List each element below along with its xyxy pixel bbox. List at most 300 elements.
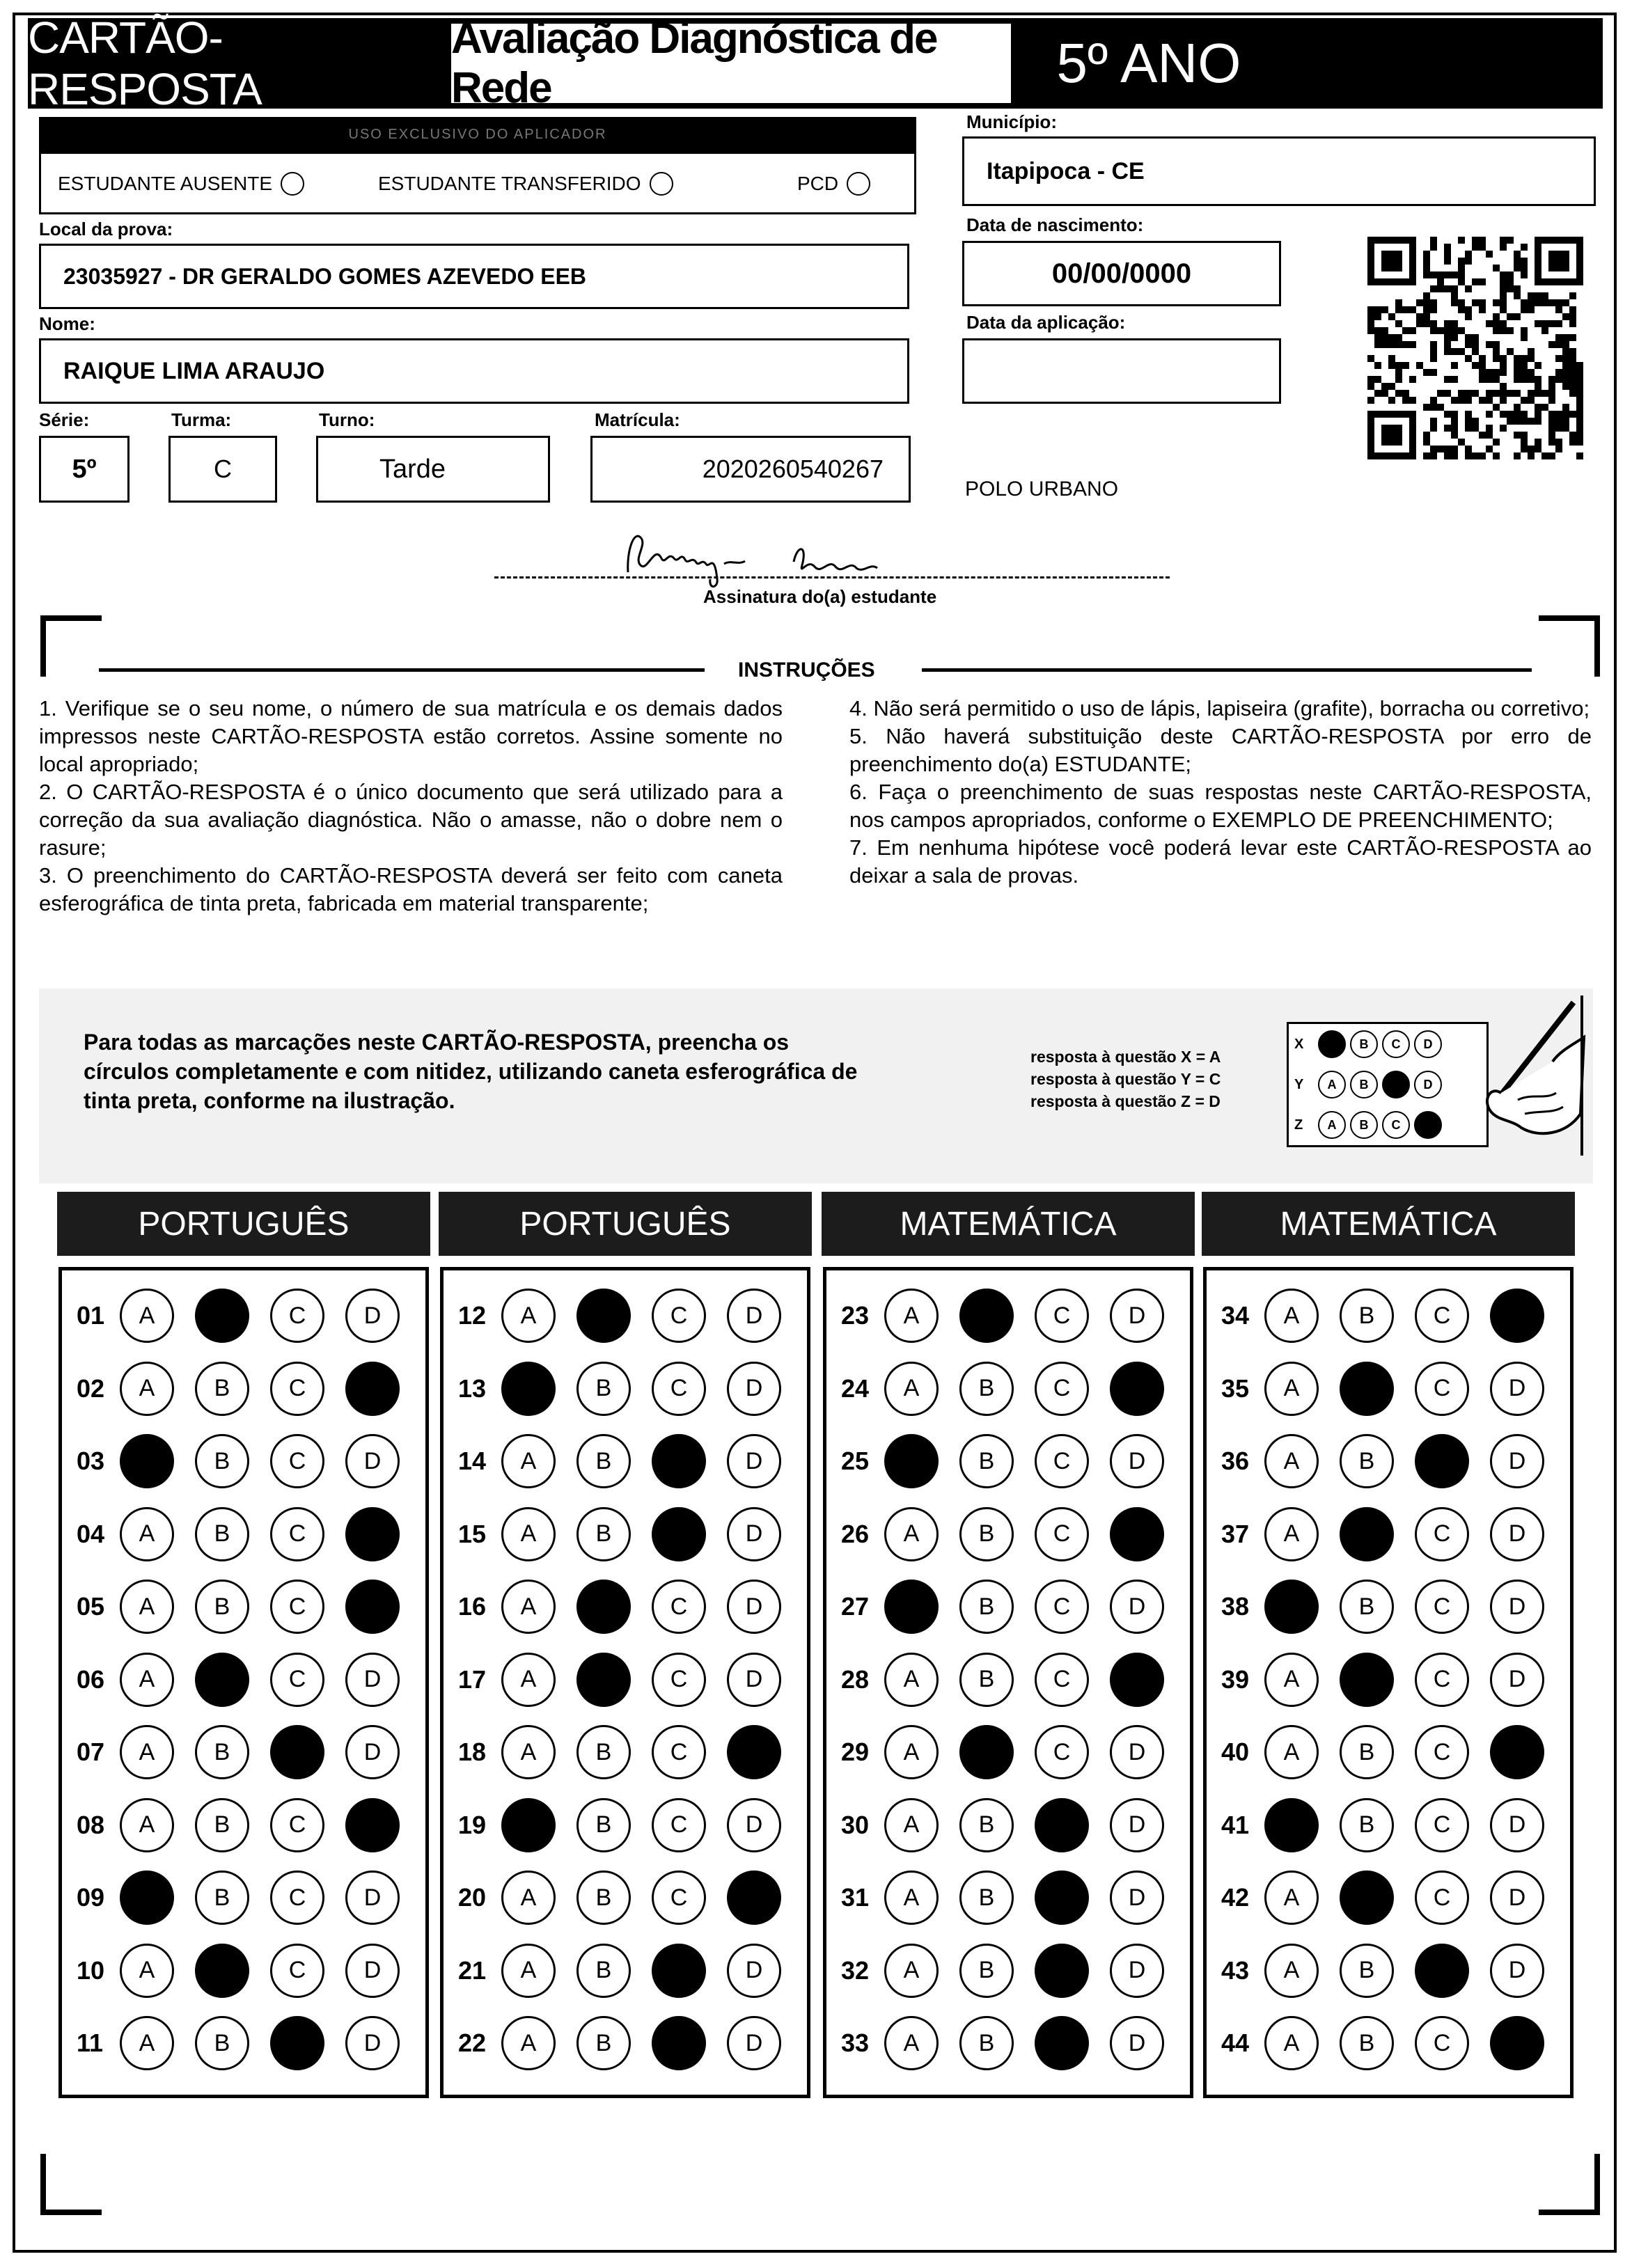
answer-bubble-b[interactable]: B: [1340, 1434, 1394, 1488]
question-row: [458, 1722, 802, 1783]
answer-bubble-b[interactable]: B: [1340, 1289, 1394, 1343]
answer-bubble-d-marked[interactable]: [1110, 1362, 1164, 1416]
name-field: RAIQUE LIMA ARAUJO: [39, 338, 909, 404]
answer-bubble-c[interactable]: C: [270, 1434, 324, 1488]
answer-bubble-c[interactable]: C: [1035, 1725, 1089, 1779]
answer-bubble-c[interactable]: C: [1035, 1653, 1089, 1707]
answer-bubble-d[interactable]: D: [727, 1434, 781, 1488]
question-number: 20: [458, 1883, 487, 1912]
answer-bubble-a[interactable]: A: [884, 1289, 939, 1343]
answer-bubble-d[interactable]: D: [1490, 1798, 1544, 1852]
answer-bubble-d[interactable]: D: [345, 1434, 400, 1488]
instruction-item: 3. O preenchimento do CARTÃO-RESPOSTA deverá ser feito com caneta esferográfica de tinta preta, fabricada em material transparente;: [39, 863, 783, 915]
answer-bubble-c-marked[interactable]: [652, 2016, 706, 2070]
answer-bubble-b-marked[interactable]: [195, 1944, 249, 1998]
question-number: 31: [841, 1883, 870, 1912]
turma-field: C: [168, 436, 277, 503]
question-row: [77, 1358, 421, 1419]
absent-label: ESTUDANTE AUSENTE: [58, 173, 273, 194]
answer-bubble-a[interactable]: A: [120, 1798, 174, 1852]
question-row: [458, 1504, 802, 1565]
answer-bubble-c[interactable]: C: [652, 1289, 706, 1343]
answer-bubble-d[interactable]: D: [1490, 1580, 1544, 1634]
answer-bubble-a[interactable]: A: [1264, 1725, 1319, 1779]
question-number: 40: [1221, 1738, 1250, 1766]
hand-with-pen-icon: [1434, 995, 1587, 1156]
question-number: 08: [77, 1810, 105, 1839]
answer-bubble-c[interactable]: C: [1415, 1653, 1469, 1707]
question-number: 24: [841, 1373, 870, 1403]
answer-bubble-a[interactable]: A: [1264, 1289, 1319, 1343]
question-number: 11: [77, 2029, 104, 2057]
question-number: 15: [458, 1519, 487, 1548]
answer-bubble-b[interactable]: B: [1340, 1580, 1394, 1634]
answer-bubble-c[interactable]: C: [270, 1798, 324, 1852]
answer-bubble-b-marked[interactable]: [1340, 1653, 1394, 1707]
answer-bubble-c[interactable]: C: [270, 1653, 324, 1707]
answer-bubble-c[interactable]: C: [270, 1362, 324, 1416]
example-bubble-c: C: [1382, 1111, 1410, 1139]
answer-bubble-d[interactable]: D: [727, 1580, 781, 1634]
answer-bubble-b-marked[interactable]: [1340, 1871, 1394, 1925]
answer-bubble-d-marked[interactable]: [1490, 2016, 1544, 2070]
answer-bubble-b[interactable]: B: [195, 1580, 249, 1634]
answer-bubble-d[interactable]: D: [1490, 1507, 1544, 1561]
answer-bubble-c-marked[interactable]: [270, 1725, 324, 1779]
question-row: [1221, 1504, 1565, 1565]
answer-bubble-c[interactable]: C: [270, 1507, 324, 1561]
example-bubble-b: B: [1350, 1071, 1378, 1098]
answer-bubble-c-marked[interactable]: [1035, 1944, 1089, 1998]
answer-bubble-b[interactable]: B: [1340, 1944, 1394, 1998]
answer-bubble-b-marked[interactable]: [576, 1653, 631, 1707]
answer-bubble-a[interactable]: A: [884, 1507, 939, 1561]
answer-bubble-b[interactable]: B: [959, 1434, 1014, 1488]
matricula-field: 2020260540267: [590, 436, 911, 503]
answer-bubble-d[interactable]: D: [727, 1289, 781, 1343]
instruction-item: 1. Verifique se o seu nome, o número de sua matrícula e os demais dados impressos neste CARTÃO-RESPOSTA estão corretos. Assine somente no local apropriado;: [39, 696, 783, 776]
answer-bubble-b[interactable]: B: [959, 1798, 1014, 1852]
answer-bubble-a-marked[interactable]: [120, 1871, 174, 1925]
question-number: 02: [77, 1373, 105, 1403]
answer-bubble-c[interactable]: C: [1035, 1507, 1089, 1561]
answer-bubble-a[interactable]: A: [501, 1653, 556, 1707]
question-row: [458, 1431, 802, 1492]
question-number: 18: [458, 1738, 487, 1766]
answer-bubble-a-marked[interactable]: [884, 1580, 939, 1634]
answer-bubble-d-marked[interactable]: [1490, 1725, 1544, 1779]
answer-bubble-d[interactable]: D: [345, 1653, 400, 1707]
answer-bubble-c[interactable]: C: [652, 1653, 706, 1707]
question-row: [841, 1649, 1185, 1710]
answer-bubble-d-marked[interactable]: [727, 1871, 781, 1925]
answer-bubble-c[interactable]: C: [1035, 1362, 1089, 1416]
answer-bubble-c[interactable]: C: [1415, 1798, 1469, 1852]
question-row: [458, 2013, 802, 2074]
question-number: 34: [1221, 1301, 1250, 1330]
answer-bubble-a[interactable]: A: [1264, 1653, 1319, 1707]
serie-field: 5º: [39, 436, 130, 503]
answer-bubble-d[interactable]: D: [345, 1289, 400, 1343]
answer-bubble-d-marked[interactable]: [727, 1725, 781, 1779]
question-number: 29: [841, 1738, 870, 1766]
answer-bubble-b[interactable]: B: [576, 1507, 631, 1561]
answer-bubble-a[interactable]: A: [501, 1507, 556, 1561]
answer-bubble-b[interactable]: B: [195, 1507, 249, 1561]
question-row: [77, 1722, 421, 1783]
answer-bubble-d-marked[interactable]: [1110, 1653, 1164, 1707]
answer-bubble-d[interactable]: D: [345, 1871, 400, 1925]
question-row: [841, 1940, 1185, 2001]
signature-line: [494, 576, 1170, 578]
answer-bubble-b[interactable]: B: [576, 1434, 631, 1488]
turma-label: Turma:: [171, 409, 232, 430]
answer-bubble-c-marked[interactable]: [1035, 1798, 1089, 1852]
question-row: [841, 1431, 1185, 1492]
question-number: 09: [77, 1883, 105, 1912]
example-bubble-d: D: [1414, 1071, 1442, 1098]
example-bubble-b: B: [1350, 1030, 1378, 1058]
answer-bubble-a[interactable]: A: [501, 1944, 556, 1998]
answer-bubble-c[interactable]: C: [1415, 1289, 1469, 1343]
matricula-label: Matrícula:: [595, 409, 680, 430]
answer-bubble-c[interactable]: C: [1415, 1580, 1469, 1634]
answer-bubble-a[interactable]: A: [884, 2016, 939, 2070]
answer-bubble-a[interactable]: A: [1264, 1871, 1319, 1925]
municipio-label: Município:: [966, 111, 1057, 132]
transferred-option[interactable]: [378, 172, 673, 196]
answer-bubble-a-marked[interactable]: [501, 1798, 556, 1852]
question-number: 26: [841, 1519, 870, 1548]
question-number: 01: [77, 1301, 105, 1330]
question-number: 12: [458, 1301, 487, 1330]
instructions-title: INSTRUÇÕES: [738, 659, 875, 682]
answer-bubble-a[interactable]: A: [884, 1653, 939, 1707]
answer-bubble-b-marked[interactable]: [576, 1580, 631, 1634]
question-number: 38: [1221, 1592, 1250, 1621]
example-bubble-a: A: [1318, 1111, 1346, 1139]
answer-bubble-c[interactable]: C: [270, 1289, 324, 1343]
answer-bubble-d[interactable]: D: [1110, 1580, 1164, 1634]
answer-bubble-d[interactable]: D: [727, 1362, 781, 1416]
question-number: 35: [1221, 1373, 1250, 1403]
question-row: [77, 1940, 421, 2001]
answer-bubble-a[interactable]: A: [120, 1653, 174, 1707]
answer-bubble-b[interactable]: B: [195, 2016, 249, 2070]
question-number: 43: [1221, 1955, 1250, 1985]
answer-bubble-b-marked[interactable]: [195, 1653, 249, 1707]
answer-bubble-d[interactable]: D: [345, 1944, 400, 1998]
question-row: [841, 1285, 1185, 1346]
answer-bubble-b[interactable]: B: [959, 1362, 1014, 1416]
answer-bubble-a-marked[interactable]: [1264, 1580, 1319, 1634]
question-number: 30: [841, 1810, 870, 1839]
answer-bubble-b[interactable]: B: [195, 1434, 249, 1488]
legend-item: resposta à questão Z = D: [1030, 1092, 1221, 1110]
question-number: 13: [458, 1373, 487, 1403]
answer-bubble-b-marked[interactable]: [195, 1289, 249, 1343]
question-row: [841, 1504, 1185, 1565]
question-number: 17: [458, 1664, 487, 1694]
answer-bubble-a[interactable]: A: [884, 1362, 939, 1416]
answer-bubble-b-marked[interactable]: [1340, 1507, 1394, 1561]
question-row: [1221, 1649, 1565, 1710]
answer-bubble-c[interactable]: C: [270, 1580, 324, 1634]
answer-bubble-c[interactable]: C: [1415, 1871, 1469, 1925]
instructions-rule-right: [922, 668, 1532, 672]
answer-bubble-d[interactable]: D: [1110, 2016, 1164, 2070]
answer-bubble-b-marked[interactable]: [1340, 1362, 1394, 1416]
question-number: 41: [1221, 1810, 1250, 1839]
answer-bubble-b[interactable]: B: [1340, 1725, 1394, 1779]
answer-bubble-c[interactable]: C: [652, 1725, 706, 1779]
answer-bubble-b[interactable]: B: [959, 1871, 1014, 1925]
answer-bubble-d[interactable]: D: [345, 1725, 400, 1779]
question-number: 37: [1221, 1519, 1250, 1548]
answer-bubble-a[interactable]: A: [884, 1944, 939, 1998]
question-number: 33: [841, 2029, 870, 2057]
answer-bubble-c[interactable]: C: [652, 1580, 706, 1634]
answer-bubble-d[interactable]: D: [1490, 1362, 1544, 1416]
question-row: [458, 1940, 802, 2001]
absent-circle[interactable]: [281, 172, 304, 196]
answer-bubble-b-marked[interactable]: [959, 1725, 1014, 1779]
answer-bubble-b[interactable]: B: [959, 1944, 1014, 1998]
answer-bubble-d[interactable]: D: [1490, 1944, 1544, 1998]
instruction-item: 5. Não haverá substituição deste CARTÃO-RESPOSTA por erro de preenchimento do(a) ESTUDANTE;: [849, 724, 1592, 776]
corner-mark-bottom-right: [1539, 2154, 1600, 2215]
answer-bubble-a[interactable]: A: [884, 1798, 939, 1852]
answer-bubble-d[interactable]: D: [1110, 1798, 1164, 1852]
answer-bubble-d-marked[interactable]: [1110, 1507, 1164, 1561]
question-row: [841, 1867, 1185, 1928]
pcd-option[interactable]: [797, 172, 870, 196]
example-bubble-b: B: [1350, 1111, 1378, 1139]
question-number: 36: [1221, 1447, 1250, 1475]
answer-bubble-c-marked[interactable]: [1035, 1871, 1089, 1925]
answer-bubble-c-marked[interactable]: [1415, 1944, 1469, 1998]
answer-bubble-c-marked[interactable]: [1415, 1434, 1469, 1488]
answer-bubble-d-marked[interactable]: [1490, 1289, 1544, 1343]
question-row: [1221, 1722, 1565, 1783]
answer-bubble-d[interactable]: D: [1490, 1434, 1544, 1488]
answer-bubble-a[interactable]: A: [501, 1725, 556, 1779]
answer-bubble-c[interactable]: C: [1035, 1289, 1089, 1343]
answer-bubble-a[interactable]: A: [120, 1362, 174, 1416]
answer-bubble-c-marked[interactable]: [652, 1507, 706, 1561]
answer-bubble-b[interactable]: B: [576, 1871, 631, 1925]
answer-bubble-a-marked[interactable]: [501, 1362, 556, 1416]
answer-bubble-d[interactable]: D: [1110, 1434, 1164, 1488]
question-row: [1221, 1940, 1565, 2001]
answer-bubble-d-marked[interactable]: [345, 1580, 400, 1634]
answer-bubble-c-marked[interactable]: [652, 1944, 706, 1998]
signature-label: Assinatura do(a) estudante: [703, 586, 937, 607]
answer-bubble-d[interactable]: D: [1110, 1725, 1164, 1779]
example-bubble-c: C: [1382, 1030, 1410, 1058]
answer-bubble-b[interactable]: B: [959, 1580, 1014, 1634]
pcd-circle[interactable]: [847, 172, 870, 196]
answer-bubble-a[interactable]: A: [120, 1944, 174, 1998]
grade-title: 5º ANO: [1056, 32, 1241, 94]
exam-title: Avaliação Diagnóstica de Rede: [451, 24, 1011, 103]
answer-bubble-a-marked[interactable]: [884, 1434, 939, 1488]
answer-bubble-d[interactable]: D: [727, 1507, 781, 1561]
question-row: [1221, 1576, 1565, 1637]
question-number: 42: [1221, 1883, 1250, 1912]
answer-bubble-c[interactable]: C: [1415, 1507, 1469, 1561]
answer-bubble-a[interactable]: A: [501, 1580, 556, 1634]
qr-code-icon: [1367, 237, 1583, 459]
answer-bubble-c-marked[interactable]: [652, 1434, 706, 1488]
answer-bubble-d[interactable]: D: [727, 1944, 781, 1998]
answer-bubble-d[interactable]: D: [1110, 1944, 1164, 1998]
answer-bubble-a[interactable]: A: [120, 1580, 174, 1634]
answer-bubble-d[interactable]: D: [1110, 1871, 1164, 1925]
answer-bubble-c[interactable]: C: [270, 1944, 324, 1998]
absent-option[interactable]: [58, 172, 304, 196]
answer-bubble-b[interactable]: B: [195, 1725, 249, 1779]
answer-bubble-c[interactable]: C: [652, 1362, 706, 1416]
question-row: [77, 1285, 421, 1346]
question-row: [77, 1795, 421, 1856]
answer-bubble-b[interactable]: B: [576, 1362, 631, 1416]
transferred-circle[interactable]: [650, 172, 673, 196]
corner-mark-bottom-left: [40, 2154, 102, 2215]
question-row: [458, 1795, 802, 1856]
answer-bubble-a[interactable]: A: [1264, 1944, 1319, 1998]
answer-bubble-c[interactable]: C: [270, 1871, 324, 1925]
answer-bubble-c-marked[interactable]: [1035, 2016, 1089, 2070]
answer-bubble-a[interactable]: A: [501, 1434, 556, 1488]
answer-bubble-b[interactable]: B: [195, 1871, 249, 1925]
answer-bubble-a[interactable]: A: [120, 1289, 174, 1343]
turno-field: Tarde: [316, 436, 550, 503]
instructions-rule-left: [99, 668, 705, 672]
answer-bubble-d[interactable]: D: [727, 1653, 781, 1707]
instructions-left-column: [39, 695, 783, 918]
question-number: 16: [458, 1592, 487, 1621]
question-row: [1221, 1867, 1565, 1928]
question-row: [77, 1649, 421, 1710]
answer-bubble-b-marked[interactable]: [959, 1289, 1014, 1343]
answer-bubble-b[interactable]: B: [959, 2016, 1014, 2070]
section-header: PORTUGUÊS: [57, 1192, 430, 1256]
answer-bubble-a[interactable]: A: [1264, 1507, 1319, 1561]
serie-label: Série:: [39, 409, 90, 430]
answer-bubble-c[interactable]: C: [1415, 1362, 1469, 1416]
application-label: Data da aplicação:: [966, 312, 1126, 333]
answer-bubble-a[interactable]: A: [1264, 2016, 1319, 2070]
answer-bubble-b[interactable]: B: [576, 2016, 631, 2070]
question-row: [458, 1867, 802, 1928]
answer-bubble-d[interactable]: D: [727, 1798, 781, 1852]
answer-bubble-c[interactable]: C: [652, 1871, 706, 1925]
instructions-right-column: [849, 695, 1592, 890]
answer-bubble-d-marked[interactable]: [345, 1362, 400, 1416]
example-row-label: X: [1294, 1036, 1304, 1052]
answer-bubble-b[interactable]: B: [576, 1944, 631, 1998]
answer-bubble-a[interactable]: A: [884, 1725, 939, 1779]
answer-bubble-b[interactable]: B: [576, 1798, 631, 1852]
answer-bubble-a-marked[interactable]: [1264, 1798, 1319, 1852]
question-row: [1221, 2013, 1565, 2074]
answer-bubble-a[interactable]: A: [501, 1871, 556, 1925]
question-number: 03: [77, 1447, 105, 1475]
answer-bubble-b[interactable]: B: [959, 1507, 1014, 1561]
legend-item: resposta à questão Y = C: [1030, 1070, 1221, 1088]
question-number: 27: [841, 1592, 870, 1621]
answer-bubble-c[interactable]: C: [652, 1798, 706, 1852]
answer-bubble-a[interactable]: A: [120, 1507, 174, 1561]
instruction-item: 7. Em nenhuma hipótese você poderá levar este CARTÃO-RESPOSTA ao deixar a sala de provas.: [849, 835, 1592, 888]
answer-bubble-b[interactable]: B: [195, 1798, 249, 1852]
answer-bubble-d-marked[interactable]: [345, 1507, 400, 1561]
question-row: [841, 1576, 1185, 1637]
local-label: Local da prova:: [39, 219, 173, 239]
answer-bubble-c[interactable]: C: [1035, 1580, 1089, 1634]
answer-bubble-b[interactable]: B: [576, 1725, 631, 1779]
turno-label: Turno:: [319, 409, 375, 430]
answer-bubble-d[interactable]: D: [1490, 1871, 1544, 1925]
answer-bubble-b[interactable]: B: [195, 1362, 249, 1416]
answer-bubble-d[interactable]: D: [345, 2016, 400, 2070]
answer-bubble-c[interactable]: C: [1415, 1725, 1469, 1779]
answer-bubble-a[interactable]: A: [501, 1289, 556, 1343]
answer-bubble-d[interactable]: D: [1110, 1289, 1164, 1343]
answer-bubble-a[interactable]: A: [1264, 1362, 1319, 1416]
answer-bubble-d-marked[interactable]: [345, 1798, 400, 1852]
answer-bubble-a[interactable]: A: [120, 1725, 174, 1779]
answer-bubble-c[interactable]: C: [1035, 1434, 1089, 1488]
question-number: 06: [77, 1664, 105, 1694]
answer-bubble-b[interactable]: B: [1340, 1798, 1394, 1852]
answer-bubble-a-marked[interactable]: [120, 1434, 174, 1488]
answer-bubble-b-marked[interactable]: [576, 1289, 631, 1343]
answer-bubble-c[interactable]: C: [1415, 2016, 1469, 2070]
example-row-label: Z: [1294, 1117, 1303, 1133]
local-field: 23035927 - DR GERALDO GOMES AZEVEDO EEB: [39, 244, 909, 309]
answer-bubble-b[interactable]: B: [959, 1653, 1014, 1707]
question-row: [841, 1795, 1185, 1856]
instruction-item: 4. Não será permitido o uso de lápis, lapiseira (grafite), borracha ou corretivo;: [849, 696, 1590, 720]
answer-bubble-a[interactable]: A: [884, 1871, 939, 1925]
polo-label: POLO URBANO: [965, 478, 1119, 501]
birth-field: 00/00/0000: [962, 241, 1281, 306]
question-number: 05: [77, 1592, 105, 1621]
question-row: [841, 2013, 1185, 2074]
answer-bubble-d[interactable]: D: [1490, 1653, 1544, 1707]
question-number: 10: [77, 1955, 105, 1985]
question-number: 04: [77, 1519, 105, 1548]
instruction-item: 2. O CARTÃO-RESPOSTA é o único documento que será utilizado para a correção da sua avaliação diagnóstica. Não o amasse, não o dobre nem o rasure;: [39, 780, 783, 860]
question-row: [458, 1649, 802, 1710]
question-number: 07: [77, 1738, 105, 1766]
question-row: [1221, 1285, 1565, 1346]
question-number: 23: [841, 1301, 870, 1330]
answer-bubble-d[interactable]: D: [727, 2016, 781, 2070]
answer-bubble-a[interactable]: A: [1264, 1434, 1319, 1488]
answer-bubble-c-marked[interactable]: [270, 2016, 324, 2070]
example-legend: [1030, 1046, 1221, 1112]
answer-bubble-a[interactable]: A: [120, 2016, 174, 2070]
answer-bubble-b[interactable]: B: [1340, 2016, 1394, 2070]
card-title: CARTÃO-RESPOSTA: [28, 13, 262, 114]
transferred-label: ESTUDANTE TRANSFERIDO: [378, 173, 641, 194]
section-header: PORTUGUÊS: [439, 1192, 812, 1256]
answer-bubble-a[interactable]: A: [501, 2016, 556, 2070]
question-row: [77, 1867, 421, 1928]
